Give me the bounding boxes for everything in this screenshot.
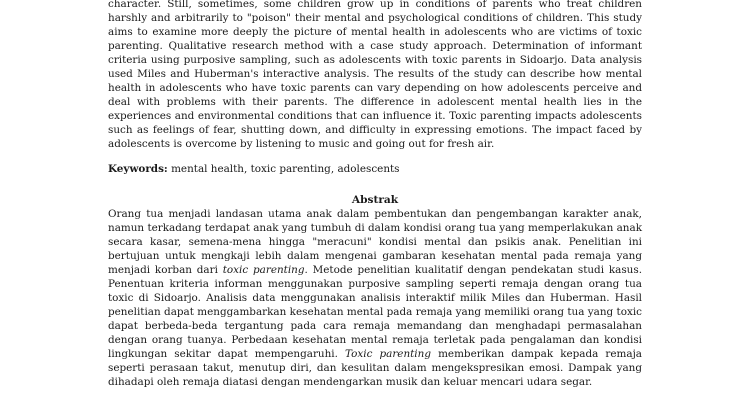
text-segment: penelitian dapat menggambarkan kesehatan mental pada remaja yang memiliki orang tua yang toxic [108,306,642,318]
text-segment: memberikan dampak kepada remaja [430,348,642,360]
text-segment: lingkungan sekitar dapat mempengaruhi. [108,348,346,360]
abstract-line: criteria using purposive sampling, such as adolescents with toxic parents in Sidoarjo. Data analysis [108,54,642,66]
text-segment: dengan orang tuanya. Perbedaan kesehatan mental remaja terletak pada pengalaman dan kondisi [108,334,642,346]
abstract-line: adolescents is overcome by listening to music and going out for fresh air. [108,138,495,150]
text-segment: menjadi korban dari [108,264,223,276]
abstrak-line [108,221,642,235]
text-segment: Penentuan kriteria informan menggunakan purposive sampling seperti remaja dengan orang tua [108,278,642,290]
abstrak-line [108,375,642,389]
abstract-line: such as feelings of fear, shutting down, and difficulty in expressing emotions. The impact faced by [108,124,642,136]
abstract-line: parenting. Qualitative research method with a case study approach. Determination of informant [108,40,642,52]
abstract-line: aims to examine more deeply the picture of mental health in adolescents who are victims of toxic [108,26,642,38]
text-segment: seperti perasaan takut, menutup diri, dan kesulitan dalam mengekspresikan emosi. Dampak yang [108,362,642,374]
italic-term: Toxic parenting [345,348,431,360]
abstract-line: character. Still, sometimes, some children grow up in conditions of parents who treat children [108,0,642,10]
text-segment: Orang tua menjadi landasan utama anak dalam pembentukan dan pengembangan karakter anak, [108,208,642,220]
abstrak-line [108,207,642,221]
abstrak-line [108,263,642,277]
text-segment: toxic di Sidoarjo. Analisis data menggunakan analisis interaktif milik Miles dan Huberman. Hasil [108,292,642,304]
abstrak-line [108,347,642,361]
abstrak-line [108,361,642,375]
text-segment: secara kasar, semena-mena hingga "meracuni" kondisi mental dan psikis anak. Penelitian ini [108,236,642,248]
abstrak-heading: Abstrak [351,194,399,206]
text-segment: . Metode penelitian kualitatif dengan pendekatan studi kasus. [304,264,643,276]
italic-term: toxic parenting [222,264,305,276]
abstrak-line [108,235,642,249]
abstrak-line [108,291,642,305]
abstract-line: experiences and environmental conditions that can influence it. Toxic parenting impacts adolescents [108,110,642,122]
abstrak-line [108,305,642,319]
abstract-line: used Miles and Huberman's interactive analysis. The results of the study can describe how mental [108,68,642,80]
text-segment: dihadapi oleh remaja diatasi dengan mendengarkan musik dan keluar mencari udara segar. [108,376,593,388]
indonesian-abstract [108,207,642,389]
abstrak-line [108,277,642,291]
text-segment: namun terkadang terdapat anak yang tumbuh di dalam kondisi orang tua yang memperlakukan anak [108,222,642,234]
keywords-text: mental health, toxic parenting, adolescents [171,163,400,175]
abstract-line: health in adolescents who have toxic parents can vary depending on how adolescents perceive and [108,82,642,94]
abstract-line: harshly and arbitrarily to "poison" their mental and psychological conditions of children. This study [108,12,642,24]
abstrak-line [108,319,642,333]
text-segment: dapat berbeda-beda tergantung pada cara remaja memandang dan menghadapi permasalahan [108,320,642,332]
abstract-line: deal with problems with their parents. The difference in adolescent mental health lies in the [108,96,642,108]
text-segment: bertujuan untuk mengkaji lebih dalam mengenai gambaran kesehatan mental pada remaja yang [108,250,642,262]
keywords [108,162,642,176]
keywords-label: Keywords: [108,163,168,175]
abstrak-line [108,333,642,347]
abstrak-line [108,249,642,263]
english-abstract [108,0,642,151]
